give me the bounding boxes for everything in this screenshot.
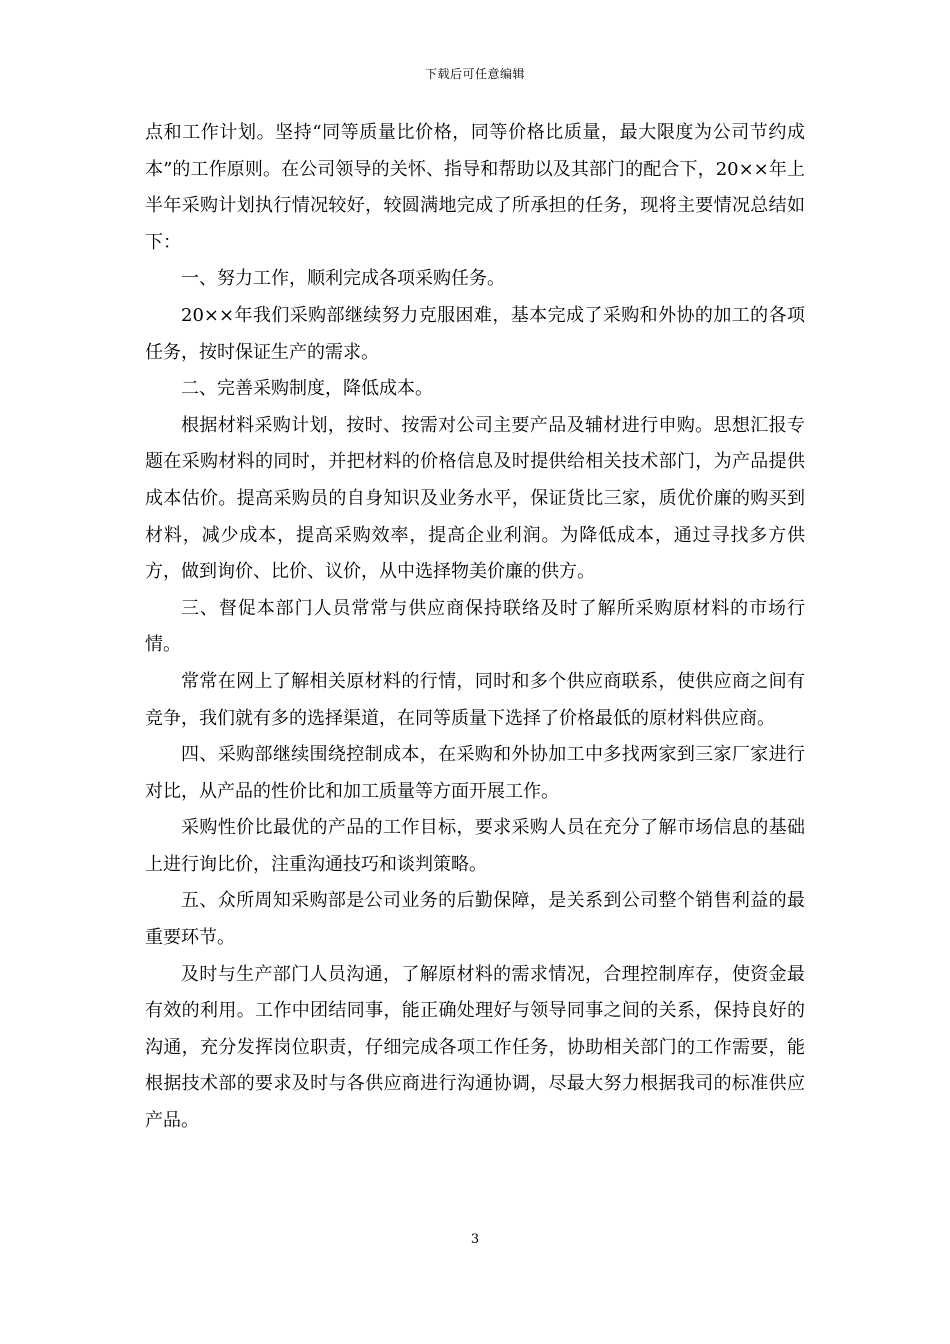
paragraph: 采购性价比最优的产品的工作目标，要求采购人员在充分了解市场信息的基础上进行询比价，注重沟通技巧和谈判策略。	[145, 817, 805, 875]
paragraph-continuation: 点和工作计划。坚持“同等质量比价格，同等价格比质量，最大限度为公司节约成本”的工作原则。在公司领导的关怀、指导和帮助以及其部门的配合下，20××年上半年采购计划执行情况较好，较圆满地完成了所承担的任务，现将主要情况总结如下：	[145, 122, 805, 253]
section-heading-2: 二、完善采购制度，降低成本。	[181, 378, 433, 400]
page-number: 3	[470, 1232, 480, 1247]
page-header: 下载后可任意编辑	[424, 67, 525, 81]
paragraph: 及时与生产部门人员沟通，了解原材料的需求情况，合理控制库存，使资金最有效的利用。工作中团结同事，能正确处理好与领导同事之间的关系，保持良好的沟通，充分发挥岗位职责，仔细完成各项工作任务，协助相关部门的工作需要，能根据技术部的要求及时与各供应商进行沟通协调，尽最大努力根据我司的标准供应产品。	[145, 963, 805, 1132]
document-body	[145, 115, 805, 1140]
section-heading-5: 五、众所周知采购部是公司业务的后勤保障，是关系到公司整个销售利益的最重要环节。	[145, 890, 805, 949]
section-heading-3: 三、督促本部门人员常常与供应商保持联络及时了解所采购原材料的市场行情。	[145, 597, 805, 656]
paragraph: 根据材料采购计划，按时、按需对公司主要产品及辅材进行申购。思想汇报专题在采购材料的同时，并把材料的价格信息及时提供给相关技术部门，为产品提供成本估价。提高采购员的自身知识及业务水平，保证货比三家，质优价廉的购买到材料，减少成本，提高采购效率，提高企业利润。为降低成本，通过寻找多方供方，做到询价、比价、议价，从中选择物美价廉的供方。	[145, 414, 805, 583]
section-heading-4: 四、采购部继续围绕控制成本，在采购和外协加工中多找两家到三家厂家进行对比，从产品的性价比和加工质量等方面开展工作。	[145, 744, 805, 802]
paragraph: 20××年我们采购部继续努力克服困难，基本完成了采购和外协的加工的各项任务，按时保证生产的需求。	[145, 304, 805, 363]
paragraph: 常常在网上了解相关原材料的行情，同时和多个供应商联系，使供应商之间有竞争，我们就有多的选择渠道，在同等质量下选择了价格最低的原材料供应商。	[145, 670, 805, 729]
section-heading-1: 一、努力工作，顺利完成各项采购任务。	[181, 268, 505, 290]
